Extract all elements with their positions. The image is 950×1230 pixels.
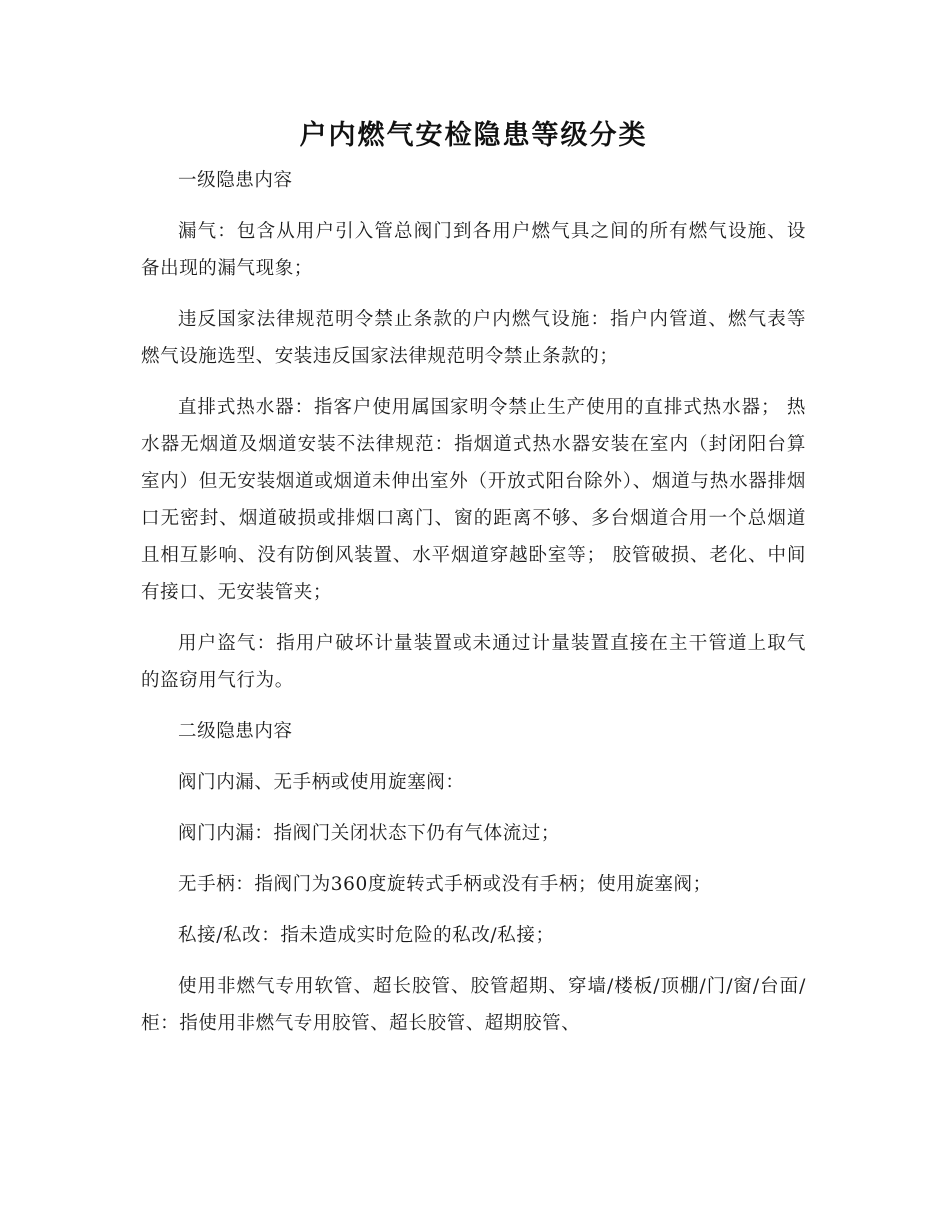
paragraph-hose-issues: 使用非燃气专用软管、超长胶管、胶管超期、穿墙/楼板/顶棚/门/窗/台面/柜：指使用非燃气专用胶管、超长胶管、超期胶管、: [141, 976, 806, 1034]
paragraph-valve-issues: 阀门内漏、无手柄或使用旋塞阀：: [178, 772, 465, 793]
document-page: [141, 100, 806, 1042]
paragraph-water-heater: 直排式热水器：指客户使用属国家明令禁止生产使用的直排式热水器； 热水器无烟道及烟道安装不法律规范：指烟道式热水器安装在室内（封闭阳台算室内）但无安装烟道或烟道未伸出室外（开放式阳台除外）、烟道与热水器排烟口无密封、烟道破损或排烟口离门、窗的距离不够、多台烟道合用一个总烟道且相互影响、没有防倒风装置、水平烟道穿越卧室等； 胶管破损、老化、中间有接口、无安装管夹；: [141, 397, 806, 603]
paragraph-gas-theft: 用户盗气：指用户破坏计量装置或未通过计量装置直接在主干管道上取气的盗窃用气行为。: [141, 633, 806, 691]
paragraph-illegal-facilities: 违反国家法律规范明令禁止条款的户内燃气设施：指户内管道、燃气表等燃气设施选型、安装违反国家法律规范明令禁止条款的；: [141, 309, 806, 367]
paragraph-private-modification: 私接/私改：指未造成实时危险的私改/私接；: [178, 925, 555, 946]
paragraph-no-handle: 无手柄：指阀门为360度旋转式手柄或没有手柄；使用旋塞阀；: [178, 874, 712, 895]
section-heading-level-1: 一级隐患内容: [178, 170, 293, 191]
paragraph-gas-leak: 漏气：包含从用户引入管总阀门到各用户燃气具之间的所有燃气设施、设备出现的漏气现象；: [141, 221, 806, 279]
section-heading-level-2: 二级隐患内容: [178, 721, 293, 742]
document-title: 户内燃气安检隐患等级分类: [299, 120, 648, 151]
paragraph-valve-internal-leak: 阀门内漏：指阀门关闭状态下仍有气体流过；: [178, 823, 561, 844]
